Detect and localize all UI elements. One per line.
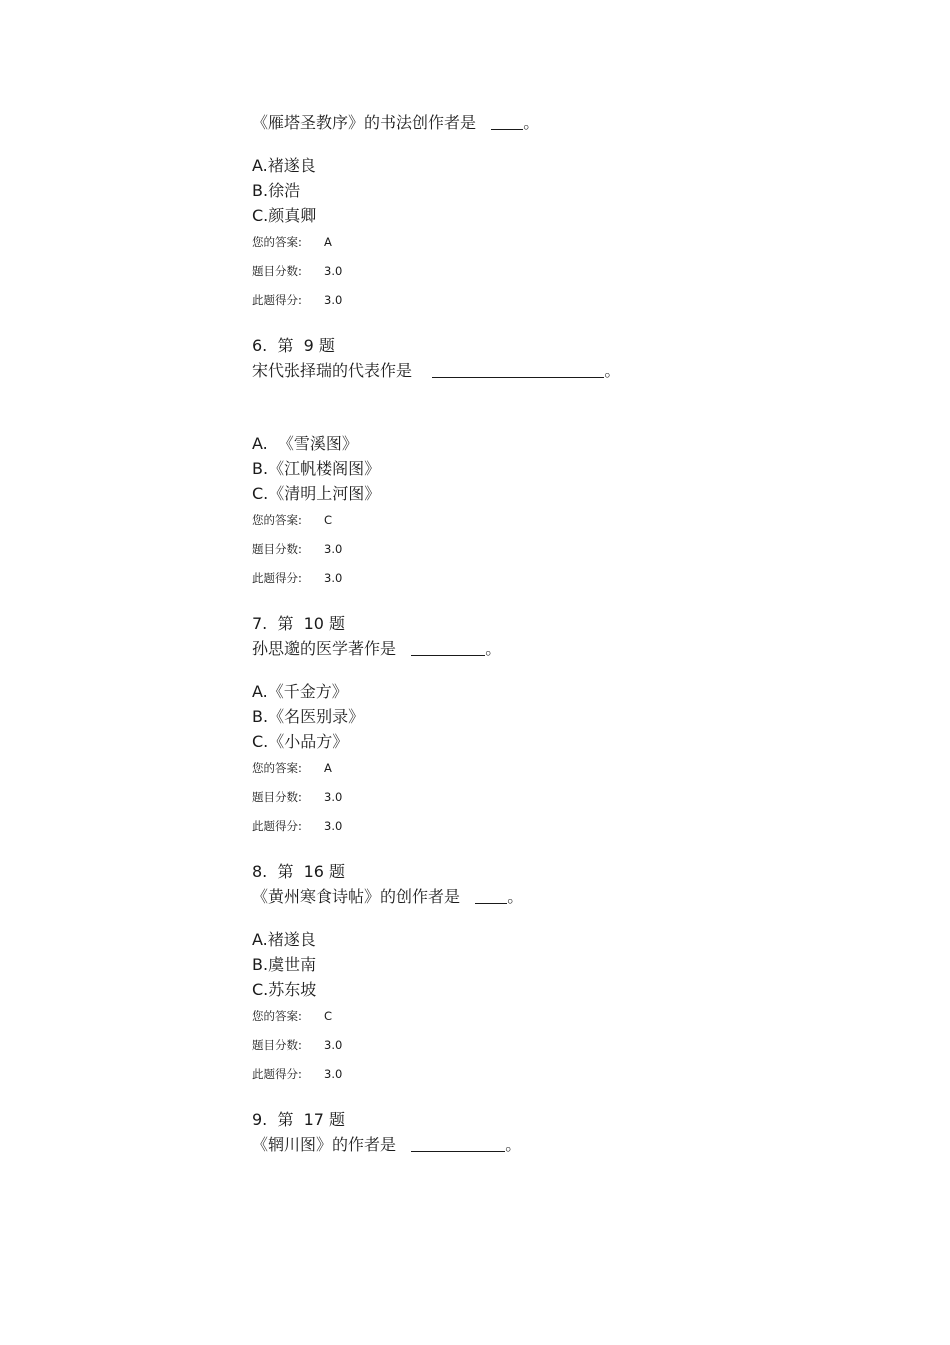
answer-blank [411,1137,505,1152]
score-row: 题目分数: 3.0 [252,264,343,278]
option-a: A. 《雪溪图》 [252,434,358,453]
score-row: 题目分数: 3.0 [252,542,343,556]
question-stem: 孙思邈的医学著作是 。 [252,639,502,658]
question-number: 9. 第 17 题 [252,1110,346,1129]
answer-blank [491,115,523,130]
your-answer-row: 您的答案: A [252,235,332,249]
option-b: B.《江帆楼阁图》 [252,459,381,478]
your-answer-row: 您的答案: A [252,761,332,775]
score-row: 题目分数: 3.0 [252,1038,343,1052]
option-c: C.颜真卿 [252,206,317,225]
earned-row: 此题得分: 3.0 [252,293,343,307]
option-a: A.《千金方》 [252,682,348,701]
question-block [252,110,852,315]
option-c: C.《小品方》 [252,732,349,751]
question-block [252,611,852,841]
your-answer-row: 您的答案: C [252,513,333,527]
answer-blank [432,363,604,378]
option-c: C.《清明上河图》 [252,484,381,503]
question-stem: 《辋川图》的作者是 。 [252,1135,522,1154]
earned-row: 此题得分: 3.0 [252,571,343,585]
question-block [252,859,852,1089]
answer-blank [475,889,507,904]
question-number: 6. 第 9 题 [252,336,335,355]
earned-row: 此题得分: 3.0 [252,1067,343,1081]
question-stem: 宋代张择瑞的代表作是 。 [252,361,621,380]
question-stem: 《雁塔圣教序》的书法创作者是 。 [252,113,540,132]
option-b: B.徐浩 [252,181,301,200]
answer-blank [411,641,485,656]
score-row: 题目分数: 3.0 [252,790,343,804]
option-c: C.苏东坡 [252,980,317,999]
option-b: B.虞世南 [252,955,317,974]
option-a: A.褚遂良 [252,930,316,949]
option-b: B.《名医别录》 [252,707,365,726]
your-answer-row: 您的答案: C [252,1009,333,1023]
question-number: 7. 第 10 题 [252,614,346,633]
option-a: A.褚遂良 [252,156,316,175]
exam-page [252,110,852,1157]
question-block [252,333,852,593]
question-number: 8. 第 16 题 [252,862,346,881]
question-stem: 《黄州寒食诗帖》的创作者是 。 [252,887,524,906]
earned-row: 此题得分: 3.0 [252,819,343,833]
question-block [252,1107,852,1157]
